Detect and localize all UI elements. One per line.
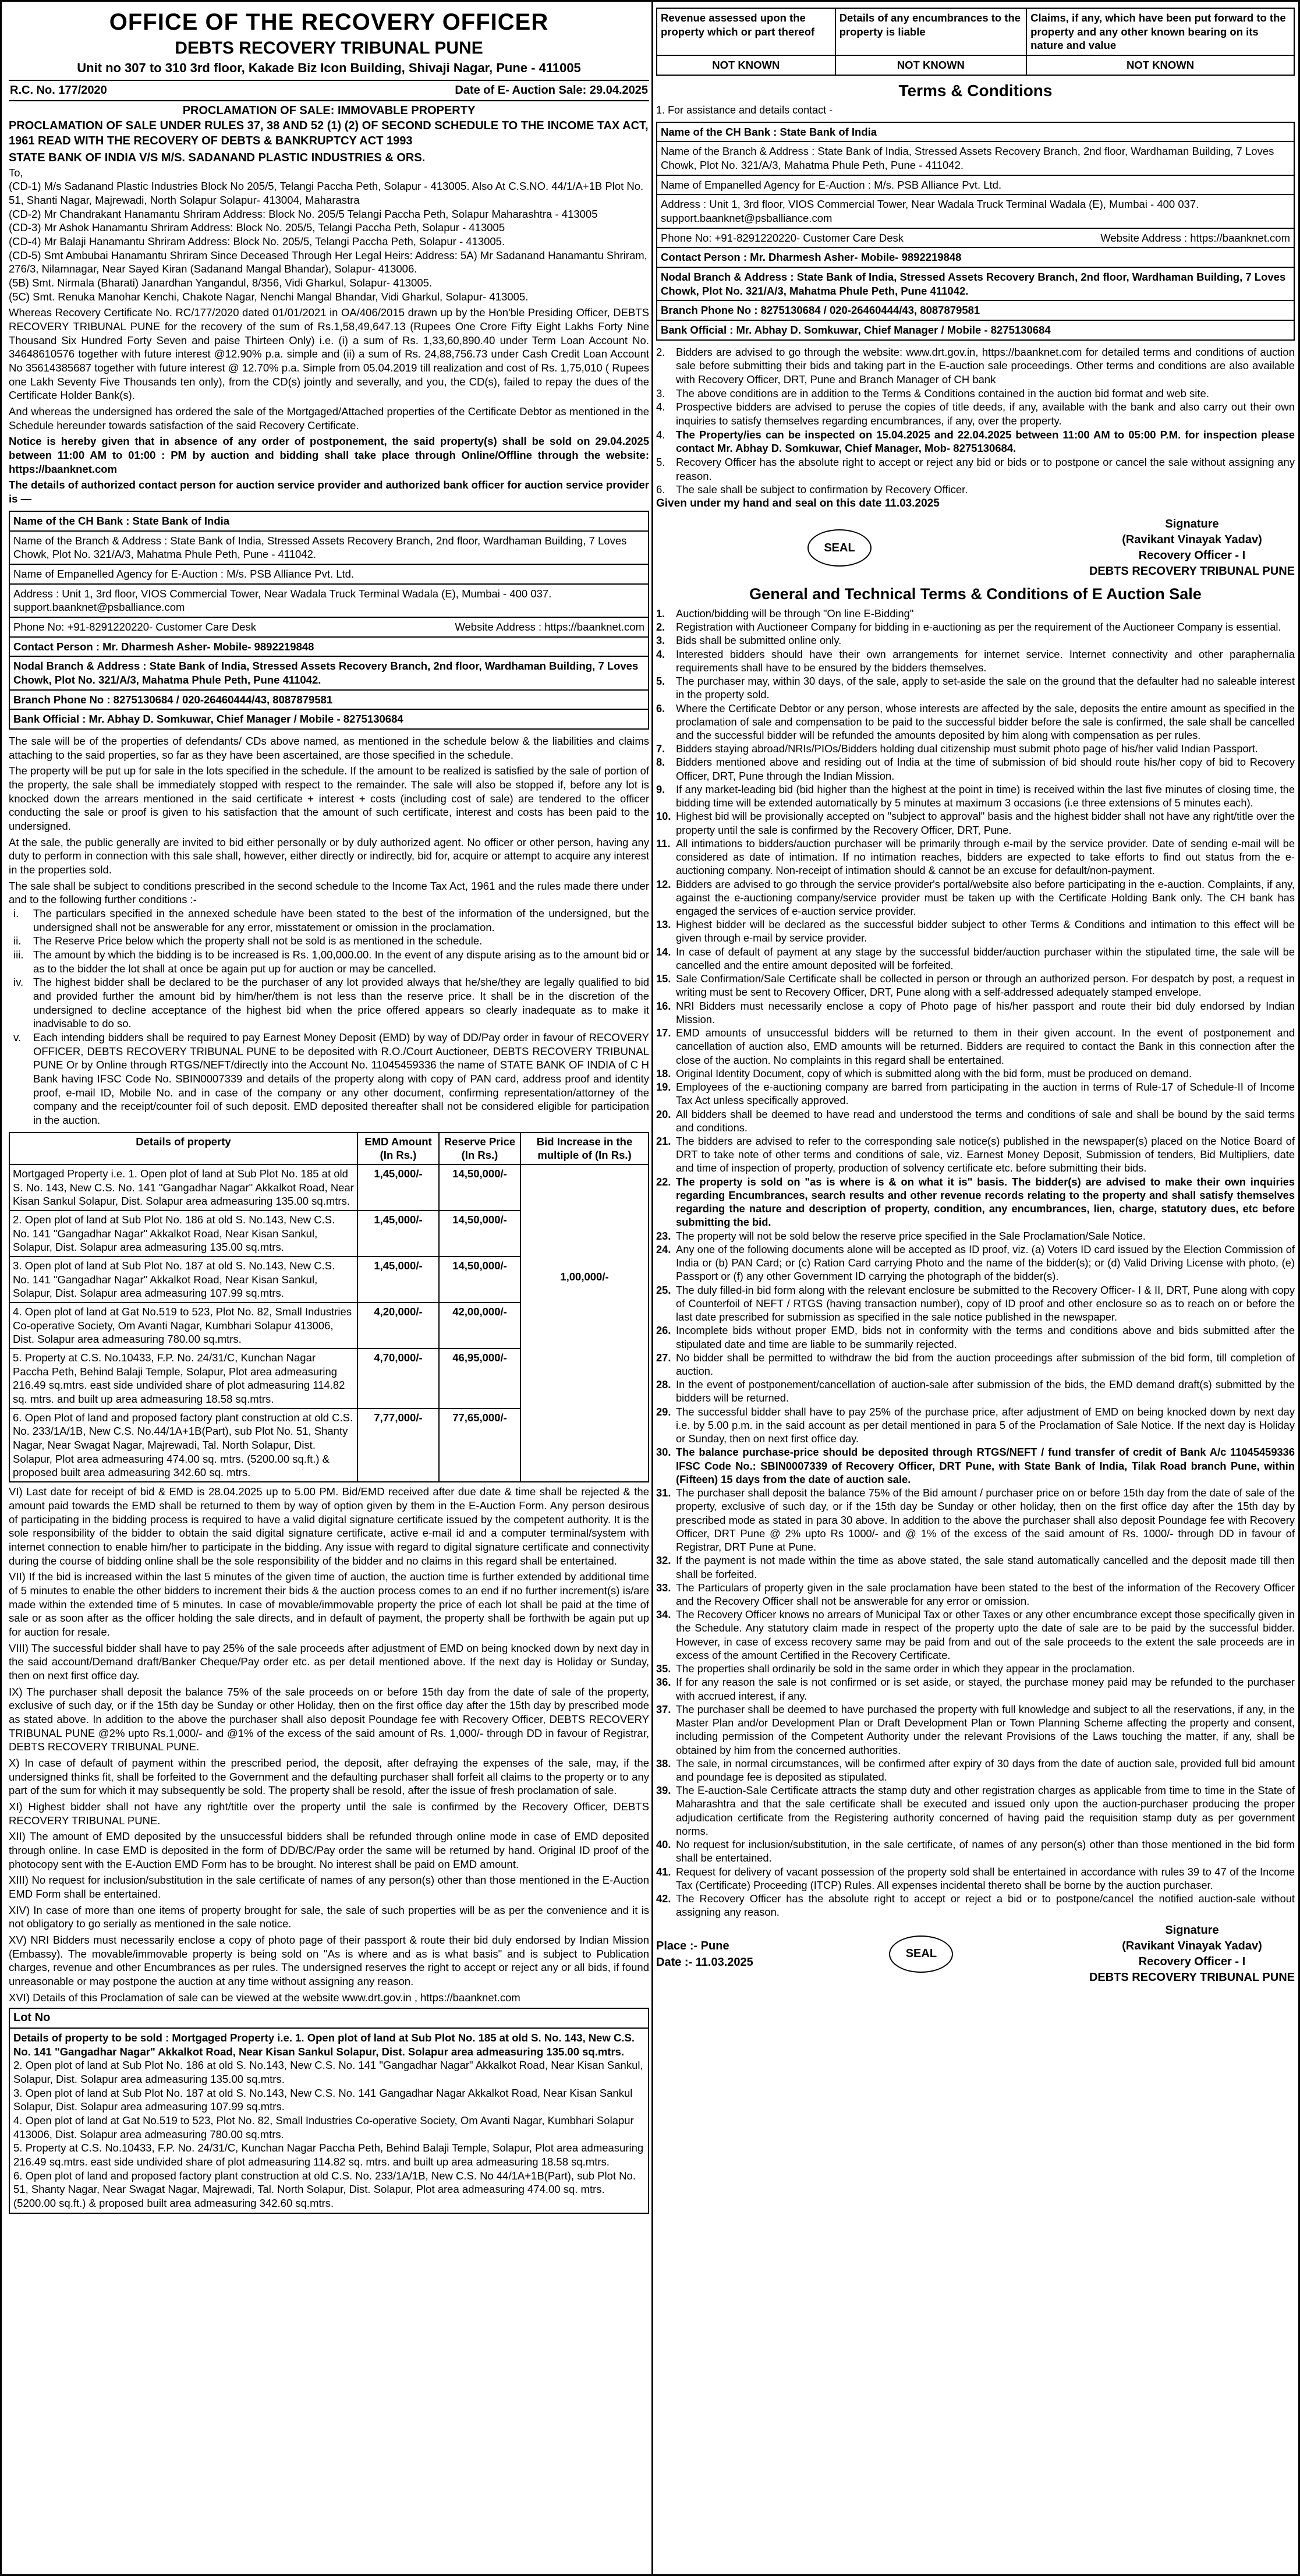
general-term-item [656,1283,1295,1324]
general-term-number: 6. [656,702,665,714]
general-term-item [656,1134,1295,1175]
contact-person: Contact Person : Mr. Dharmesh Asher- Mobile- 9892219848 [657,248,1294,268]
general-term-item [656,1324,1295,1350]
contact-nodal: Nodal Branch & Address : State Bank of India, Stressed Assets Recovery Branch, 2nd floor, Wardhaman Building, 7 Loves Chowk, Plot No. 321/A/3, Mahatma Phule Peth, Pune 411042. [10,657,648,690]
intro-paragraph: And whereas the undersigned has ordered the sale of the Mortgaged/Attached properties of the Certificate Debtor as mentioned in the Schedule hereunder towards satisfaction of the said Recovery Certificate. [9,405,649,431]
contact-bank: Name of the CH Bank : State Bank of India [657,123,1294,143]
lot-item: 5. Property at C.S. No.10433, F.P. No. 24/31/C, Kunchan Nagar Paccha Peth, Behind Balaji Temple, Solapur, Plot area admeasuring 216.49 sq.mtrs. east side undivided share of plot admeasuring 114.82 sq. mtrs. and built up area admeasuring 18.58 sq.mtrs. [13,2142,644,2168]
encumbrance-header [657,8,1294,55]
general-term-item [656,702,1295,742]
enc-col-encumbrances: Details of any encumbrances to the property is liable [835,8,1027,55]
emd-amount: 1,45,000/- [357,1165,439,1211]
debtor-item: (CD-1) M/s Sadanand Plastic Industries Block No 205/5, Telangi Paccha Peth, Solapur - 413005. Also At C.S.NO. 44/1/A+1B Plot No. 51, Shanti Nagar, Majrewadi, North Solapur Solapur- 413004, Maharastra [9,180,644,207]
general-term-item [656,1554,1295,1580]
general-term-number: 35. [656,1662,671,1675]
general-term-number: 31. [656,1487,671,1499]
parties: STATE BANK OF INDIA V/S M/S. SADANAND PLASTIC INDUSTRIES & ORS. [9,151,426,165]
contact-branch: Name of the Branch & Address : State Bank of India, Stressed Assets Recovery Branch, 2nd floor, Wardhaman Building, 7 Loves Chowk, Plot No. 321/A/3, Mahatma Phule Peth, Pune - 411042. [10,532,648,565]
general-term-number: 26. [656,1324,671,1337]
reserve-price: 46,95,000/- [439,1349,520,1409]
roman-conditions [13,907,649,1127]
contact-nodal: Nodal Branch & Address : State Bank of India, Stressed Assets Recovery Branch, 2nd floor, Wardhaman Building, 7 Loves Chowk, Plot No. 321/A/3, Mahatma Phule Peth, Pune 411042. [657,268,1294,301]
tribunal-name: DEBTS RECOVERY TRIBUNAL PUNE [175,38,483,58]
general-term-number: 25. [656,1283,671,1296]
table-row [9,1165,649,1211]
to-line: To, [9,166,23,179]
general-term-item [656,607,1295,620]
general-term-text: Where the Certificate Debtor or any person, whose interests are affected by the sale, deposits the entire amount as specified in the proclamation of sale and compensation to be paid to the successful bidder before the sale is confirmed, the sale shall be cancelled and the successful bidder will be refunded the amounts deposited by him along with compensation as per rules. [676,702,1295,741]
general-term-item [656,809,1295,836]
general-term-text: If for any reason the sale is not confirmed or is set aside, or stayed, the purchase money paid may be refunded to the purchaser with accrued interest, if any. [676,1676,1295,1702]
sale-paragraph: The sale shall be subject to conditions prescribed in the second schedule to the Income Tax Act, 1961 and the rules made there under and to the following further conditions :- [9,879,649,906]
general-term-text: Request for delivery of vacant possession of the property sold shall be entertained in accordance with rules 39 to 47 of the Income Tax (Certificate) Proceeding (ITCP) Rules. All expenses incidental thereto shall be borne by the auction purchaser. [676,1865,1295,1891]
contact-box [9,511,649,730]
general-term-text: Bids shall be submitted online only. [676,634,842,647]
general-term-item [656,1405,1295,1446]
debtor-item: (CD-5) Smt Ambubai Hanamantu Shriram Since Deceased Through Her Legal Heirs: Address: 5A) Mr Sadanand Hanamantu Shriram, 276/3, Nilamnagar, Near Sayed Kiran (Sadanand Mangal Bhandar), Solapur- 413006. [9,249,647,275]
act-title: PROCLAMATION OF SALE UNDER RULES 37, 38 AND 52 (1) (2) OF SECOND SCHEDULE TO THE INCOME TAX ACT, 1961 READ WITH THE RECOVERY OF DEBTS & BANKRUPTCY ACT 1993 [9,119,649,147]
contact-official: Bank Official : Mr. Abhay D. Somkuwar, Chief Manager / Mobile - 8275130684 [13,713,403,726]
general-term-text: The sale, in normal circumstances, will be confirmed after expiry of 30 days from the date of auction sale, provided full bid amount and poundage fee is deposited as stipulated. [676,1757,1295,1784]
terms-contact-box [656,122,1295,341]
later-condition: X) In case of default of payment within the prescribed period, the deposit, after defraying the expenses of the sale, may, if the undersigned thinks fit, shall be forfeited to the Government and the defaulting purchaser shall forfeit all claims to the property or to any part of the sum for which it may subsequently be sold. The property shall be resold, after the issue of fresh proclamation of sale. [9,1756,649,1797]
later-condition: XV) NRI Bidders must necessarily enclose a copy of photo page of their passport & route their bid duly endorsed by Indian Mission (Embassy). The movable/immovable property is being sold on "As is where and as is what basis" and is subject to Publication charges, revenue and other Encumbrances as per rules. The undersigned reserves the right to accept or reject any or all bids, if found unreasonable or may postpone the auction at any time without assigning any reason. [9,1933,649,1987]
later-condition: VIII) The successful bidder shall have to pay 25% of the sale proceeds after adjustment of EMD on being knocked down by next day in the said account/Demand draft/Banker Cheque/Pay order etc. as per detail mentioned above. If the next day is Holiday or Sunday, then on next first office day. [9,1641,649,1682]
rc-row [9,80,649,102]
general-term-item [656,1703,1295,1757]
reserve-price: 14,50,000/- [439,1165,520,1211]
contact-agency-address: Address : Unit 1, 3rd floor, VIOS Commercial Tower, Near Wadala Truck Terminal Wadala (E), Mumbai - 400 037. support.baanknet@psballiance.com [10,585,648,618]
general-term-text: Highest bid will be provisionally accepted on "subject to approval" basis and the highest bidder shall not have any right/title over the property until the sale is confirmed by the Recovery Officer, DRT, Pune. [676,810,1295,836]
contact-phone-row [657,229,1294,249]
terms-list [656,345,1295,497]
office-address: Unit no 307 to 310 3rd floor, Kakade Biz Icon Building, Shivaji Nagar, Pune - 411005 [77,60,581,75]
left-column [9,8,649,2572]
general-term-text: The Recovery Officer knows no arrears of Municipal Tax or other Taxes or any other encumbrance except those specifically given in the Schedule. Any statutory claim made in respect of the property upto the date of sale are to be paid by the successful bidder. However, in case of excess recovery same may be paid from and out of the sale proceeds to the extent the sale proceeds are in excess of the amount Certified in the Recovery Certificate. [676,1608,1295,1661]
general-term-item [656,755,1295,782]
col-bid-increase: Bid Increase in the multiple of (In Rs.) [520,1133,649,1165]
later-condition: XIV) In case of more than one items of property brought for sale, the sale of such properties will be as per the convenience and it is not obligatory to go serially as mentioned in the sale notice. [9,1903,649,1930]
general-term-number: 14. [656,945,671,958]
signature-role: Recovery Officer - I [1138,1955,1246,1968]
seal-stamp: SEAL [889,1935,953,1973]
contact-agency-address: Address : Unit 1, 3rd floor, VIOS Commercial Tower, Near Wadala Truck Terminal Wadala (E), Mumbai - 400 037. support.baanknet@psballiance.com [657,195,1294,228]
enc-claims: NOT KNOWN [1026,55,1294,75]
general-term-item [656,1243,1295,1283]
terms-item: 4. Prospective bidders are advised to peruse the copies of title deeds, if any, available with the bank and also carry out their own inquiries to satisfy themselves regarding encumbrances, if any, over the property. [656,401,1295,427]
general-term-number: 21. [656,1135,671,1147]
reserve-price: 42,00,000/- [439,1303,520,1349]
contact-agency: Name of Empanelled Agency for E-Auction : M/s. PSB Alliance Pvt. Ltd. [657,176,1294,196]
general-term-text: Sale Confirmation/Sale Certificate shall be collected in person or through an authorized person. For despatch by post, a request in writing must be sent to Recovery Officer, DRT, Pune along with a self-addressed adequately stamped envelope. [676,972,1295,999]
intro-paragraph: The details of authorized contact person for auction service provider and authorized bank officer for auction service provider is — [9,479,649,505]
terms-title: Terms & Conditions [898,81,1053,100]
general-term-text: The purchaser shall deposit the balance 75% of the Bid amount / purchaser price on or before 15th day from the date of sale of the property, exclusive of such day, or if the 15th day be Sunday or other holiday, then on the first office day after the 15th day by prescribed mode as stated in para 30 above. In addition to the above the purchaser shall also deposit Poundage fee with Recovery Officer, DRT Pune @ 2% upto Rs 1000/- and @ 1% of the excess of the said amount of Rs. 1000/- through DD in favour of Registrar, DRT Pune at Pune. [676,1487,1295,1554]
general-term-item [656,1892,1295,1919]
terms-item: 6. The sale shall be subject to confirmation by Recovery Officer. [656,483,968,496]
property-details: Mortgaged Property i.e. 1. Open plot of land at Sub Plot No. 185 at old S. No. 143, New C.S. No. 141 "Gangadhar Nagar" Akkalkot Road, Near Kisan Sankul Solapur, Dist. Solapur area admeasuring 135.00 sq.mtrs. [9,1165,357,1211]
general-term-text: The Particulars of property given in the sale proclamation have been stated to the best of the information of the Recovery Officer and the Recovery Officer shall not be answerable for any error or omission. [676,1581,1295,1607]
signature-label: Signature [1165,518,1219,531]
general-term-number: 22. [656,1175,671,1188]
auction-date: Date of E- Auction Sale: 29.04.2025 [455,83,648,97]
later-condition: VII) If the bid is increased within the last 5 minutes of the given time of auction, the auction time is further extended by additional time of 5 minutes to enable the other bidders to increment their bids & the auction process comes to an end if no further increment(s) is/are made within the extended time of 5 minutes. In case of movable/immovable property the price of each lot shall be paid at the time of sale or as soon after as the officer holding the sale directs, and in default of payment, the property shall be forthwith be again put up for auction for resale. [9,1570,649,1638]
place: Place :- Pune [656,1939,729,1952]
proclamation-title: PROCLAMATION OF SALE: IMMOVABLE PROPERTY [182,104,476,118]
footer [656,1923,1295,1986]
contact-branch: Name of the Branch & Address : State Bank of India, Stressed Assets Recovery Branch, 2nd floor, Wardhaman Building, 7 Loves Chowk, Plot No. 321/A/3, Mahatma Phule Peth, Pune - 411042. [657,142,1294,175]
general-term-item [656,1080,1295,1107]
general-term-number: 42. [656,1892,671,1905]
general-term-number: 24. [656,1243,671,1255]
header [9,8,649,76]
condition-item: iii. The amount by which the bidding is to be increased is Rs. 1,00,000.00. In the event of any dispute arising as to the amount bid or as to the bidder the lot shall at once be again put up for auction or may be cancelled. [13,948,649,975]
general-term-text: Any one of the following documents alone will be accepted as ID proof, viz. (a) Voters ID card issued by the Election Commission of India or (b) PAN Card; or (c) Ration Card carrying Photo and the name of the bidder(s); or (d) Valid Driving License with photo, (e) Passport or (f) any other Government ID carrying the photograph of the bidder(s). [676,1243,1295,1283]
general-term-item [656,945,1295,972]
signature-text [1089,1923,1295,1986]
general-term-item [656,1229,1295,1243]
general-term-number: 11. [656,837,671,850]
general-term-text: The property will not be sold below the reserve price specified in the Sale Proclamation/Sale Notice. [676,1229,1146,1242]
general-term-number: 16. [656,999,671,1012]
col-reserve: Reserve Price (In Rs.) [439,1133,520,1165]
office-title: OFFICE OF THE RECOVERY OFFICER [109,9,549,35]
general-term-number: 41. [656,1865,671,1878]
signature-name: (Ravikant Vinayak Yadav) [1122,533,1262,547]
rc-number: R.C. No. 177/2020 [10,83,107,97]
general-term-text: Incomplete bids without proper EMD, bids not in conformity with the terms and conditions above and bids submitted after the stipulated date and time are liable to be summarily rejected. [676,1324,1295,1350]
debtor-item: (CD-3) Mr Ashok Hanamantu Shriram Address: Block No. 205/5, Telangi Paccha Peth, Solapur - 413005 [9,221,505,234]
general-term-item [656,1351,1295,1378]
general-term-text: All intimations to bidders/auction purchaser will be primarily through e-mail by the service provider. Date of sending e-mail will be considered as date of intimation. If no intimation reaches, bidders are expected to take efforts to find out status from the e-auctioning company. Non-receipt of intimation should & cannot be an excuse for default/non-payment. [676,837,1295,877]
general-term-text: Auction/bidding will be through "On line E-Bidding" [676,607,914,620]
lot-item: 3. Open plot of land at Sub Plot No. 187 at old S. No.143, New C.S. No. 141 Gangadhar Nagar Akkalkot Road, Near Kisan Sankul Solapur, Dist. Solapur area admeasuring 107.99 sq.mtrs. [13,2086,633,2113]
property-details: 3. Open plot of land at Sub Plot No. 187 at old S. No.143, New C.S. No. 141 "Gangadhar Nagar" Akkalkot Road, Near Kisan Sankul, Solapur, Dist. Solapur area admeasuring 107.99 sq.mtrs. [9,1257,357,1303]
general-term-text: The duly filled-in bid form along with the relevant enclosure be submitted to the Recovery Officer- I & II, DRT, Pune along with copy of Counterfoil of NEFT / RTGS (having transaction number), copy of ID proof and other enclosure so as to reach on or before the last date prescribed for submission as specified in the sale notice published in the newspaper. [676,1283,1295,1324]
general-term-item [656,1445,1295,1486]
general-term-item [656,742,1295,755]
encumbrance-row [657,55,1294,75]
general-term-text: Bidders staying abroad/NRIs/PIOs/Bidders holding dual citizenship must submit photo page of his/her valid Indian Passport. [676,742,1258,755]
right-column [656,8,1295,2572]
general-title: General and Technical Terms & Conditions of E Auction Sale [749,585,1202,603]
encumbrance-table [656,8,1295,76]
signature-text [1089,516,1295,579]
general-term-item [656,837,1295,877]
reserve-price: 14,50,000/- [439,1211,520,1257]
general-term-number: 40. [656,1838,671,1851]
general-terms-list [656,607,1295,1919]
general-term-number: 4. [656,647,665,660]
lot-details: Details of property to be sold : Mortgaged Property i.e. 1. Open plot of land at Sub Plot No. 185 at old S. No. 143, New C.S. No. 141 "Gangadhar Nagar" Akkalkot Road, Near Kisan Sankul Solapur, Dist. Solapur area admeasuring 135.00 sq.mtrs. [13,2031,635,2058]
general-term-text: The E-auction-Sale Certificate attracts the stamp duty and other registration charges as applicable from time to time in the State of Maharashtra and that the sale certificate shall be executed and issued only upon the auction-purchaser producing the proper adjudication certificate from the Registering authority concerned of having paid the requisition stamp duty as per government norms. [676,1784,1295,1837]
general-term-text: Registration with Auctioneer Company for bidding in e-auctioning as per the requirement of the Auctioneer Company is essential. [676,621,1281,634]
general-term-text: The Recovery Officer has the absolute right to accept or reject a bid or to postpone/cancel the notified auction-sale without assigning any reason. [676,1892,1295,1919]
general-term-number: 29. [656,1405,671,1418]
general-term-item [656,1675,1295,1702]
lot-box [9,2008,649,2213]
emd-amount: 4,20,000/- [357,1303,439,1349]
contact-agency: Name of Empanelled Agency for E-Auction : M/s. PSB Alliance Pvt. Ltd. [10,565,648,585]
terms-item: 3. The above conditions are in addition to the Terms & Conditions contained in the auction bid format and web site. [656,387,1209,399]
general-term-item [656,918,1295,944]
given-line: Given under my hand and seal on this date 11.03.2025 [656,497,940,509]
contact-phone: Phone No: +91-8291220220- Customer Care Desk [661,231,904,244]
later-condition: XI) Highest bidder shall not have any right/title over the property until the sale is confirmed by the Recovery Officer, DEBTS RECOVERY TRIBUNAL PUNE. [9,1800,649,1827]
later-conditions [9,1485,649,2004]
general-term-item [656,1026,1295,1067]
general-term-text: The property is sold on "as is where is & on what it is" basis. The bidder(s) are advised to make their own inquiries regarding Encumbrances, search results and other revenue records relating to the property and shall satisfy themselves regarding the nature and description of property, condition, any encumbrances, lien, charge, statutory dues, etc before submitting the bid. [676,1175,1295,1229]
property-details: 5. Property at C.S. No.10433, F.P. No. 24/31/C, Kunchan Nagar Paccha Peth, Behind Balaji Temple, Solapur, Plot area admeasuring 216.49 sq.mtrs. east side undivided share of plot admeasuring 114.82 sq. mtrs. and built up area admeasuring 18.58 sq.mtrs. [9,1349,357,1409]
general-term-item [656,972,1295,999]
general-term-text: Employees of the e-auctioning company are barred from participating in the auction in terms of Rule-17 of Schedule-II of Income Tax Act unless specifically approved. [676,1081,1295,1107]
signature-label: Signature [1165,1923,1219,1937]
emd-amount: 7,77,000/- [357,1409,439,1482]
general-term-text: Highest bidder will be declared as the successful bidder subject to other Terms & Conditions and intimation to this effect will be given through e-mail by service provider. [676,918,1295,944]
general-term-text: The balance purchase-price should be deposited through RTGS/NEFT / fund transfer of credit of Bank A/c 11045459336 IFSC Code No.: SBIN0007339 of Recovery Officer, DRT Pune, with State Bank of India, Tilak Road branch Pune, within (Fifteen) 15 days from the date of auction sale. [676,1446,1295,1485]
terms-item: 4. The Property/ies can be inspected on 15.04.2025 and 22.04.2025 between 11:00 AM to 05:00 P.M. for inspection please contact Mr. Abhay D. Somkuwar, Chief Manager, Mob- 8275130684. [656,428,1295,455]
general-term-text: The bidders are advised to refer to the corresponding sale notice(s) published in the newspaper(s) placed on the Notice Board of DRT to take note of other terms and conditions of sale, viz. Earnest Money Deposit, Submission of tenders, Bid Multipliers, date and time of inspection of property, production of solvency certificate etc. before submitting their bids. [676,1135,1295,1174]
contact-website: Website Address : https://baanknet.com [455,620,644,633]
general-term-number: 27. [656,1351,671,1364]
general-term-number: 7. [656,742,665,755]
debtor-item: (CD-2) Mr Chandrakant Hanamantu Shriram Address: Block No. 205/5 Telangi Paccha Peth, Solapur Maharashtra - 413005 [9,207,598,220]
general-term-item [656,634,1295,647]
later-condition: XIII) No request for inclusion/substitution in the sale certificate of names of any person(s) other than those mentioned in the E-Auction EMD Form shall be entertained. [9,1874,649,1900]
property-table [9,1132,649,1482]
general-term-text: EMD amounts of unsuccessful bidders will be returned to them in their given account. In the event of postponement and cancellation of auction also, EMD amounts will be returned. Bidders are required to contact the Bank in this connection after the close of the auction. No complaints in this regard shall be entertained. [676,1027,1295,1066]
general-term-number: 39. [656,1784,671,1797]
general-term-number: 12. [656,877,671,890]
general-term-number: 30. [656,1446,671,1459]
condition-item: v. Each intending bidders shall be required to pay Earnest Money Deposit (EMD) by way of DD/Pay order in favour of RECOVERY OFFICER, DEBTS RECOVERY TRIBUNAL PUNE to be deposited with R.O./Court Auctioneer, DEBTS RECOVERY TRIBUNAL PUNE Or by Online through RTGS/NEFT/directly into the Account No. 11045459336 the name of STATE BANK OF INDIA of C H Bank having IFSC Code No. SBIN0007339 and details of the property along with copy of PAN card, address proof and identity proof, e-mail ID, Mobile No. and in case of the company or any other document, confirming representation/attorney of the company and the receipt/counter foil of such deposit. EMD deposited thereafter shall not be considered eligible for participation in the auction. [13,1031,649,1127]
general-term-text: Bidders are advised to go through the service provider's portal/website also before participating in the e-auction. Complaints, if any, against the e-auctioning company/service provider must be taken up with the Certificate Holding Bank only. The CH bank has engaged the services of e-auction service provider. [676,877,1295,918]
general-term-item [656,1662,1295,1675]
intro-paragraph: Whereas Recovery Certificate No. RC/177/2020 dated 01/01/2021 in OA/406/2015 drawn up by the Hon'ble Presiding Officer, DEBTS RECOVERY TRIBUNAL PUNE for the recovery of the sum of Rs.1,58,49,647.13 (Rupees One Crore Fifty Eight Lakhs Forty Nine Thousand Six Hundred Forty Seven and paise Thirteen Only) i.e. (i) a sum of Rs. 1,33,60,890.40 under Term Loan Account No. 34648610576 together with future interest @12.90% p.a. simple and (ii) a sum of Rs. 24,88,756.73 under Cash Credit Loan Account No 35614385687 together with future interest @ 12.70% p.a. Simple from 05.04.2019 till realization and cost of Rs. 1,75,010 ( Rupees one Lakh Seventy Five Thousands ten only), from the CD(s) jointly and severally, and you, the CD(s), failed to repay the dues of the Certificate Holder Bank(s). [9,306,649,402]
general-term-item [656,783,1295,809]
bid-increase [520,1165,649,1482]
property-details: 4. Open plot of land at Gat No.519 to 523, Plot No. 82, Small Industries Co-operative Society, Om Avanti Nagar, Kumbhari Solapur 413006, Dist. Solapur area admeasuring 780.00 sq.mtrs. [9,1303,357,1349]
later-condition: VI) Last date for receipt of bid & EMD is 28.04.2025 up to 5.00 PM. Bid/EMD received after due date & time shall be rejected & the amount paid towards the EMD shall be returned to them by way of option given by them in the E-Auction Form. Any person desirous of participating in the bidding process is required to have a valid digital signature certificate issued by the competent authority. It is the sole responsibility of the bidder to obtain the said digital signature certificate, active e-mail id and a computer terminal/system with internet connection to enable him/her to participate in the bidding. Any issue with regard to digital signature certificate and connectivity during the course of bidding online shall be the sole responsibility of the bidder and no claims in this regard shall be entertained. [9,1485,649,1567]
seal-stamp: SEAL [807,529,872,567]
col-emd: EMD Amount (In Rs.) [357,1133,439,1165]
debtor-item: (5B) Smt. Nirmala (Bharati) Janardhan Yangandul, 8/356, Vidi Gharkul, Solapur- 413005. [9,277,433,289]
date: Date :- 11.03.2025 [656,1955,753,1969]
general-term-text: Original Identity Document, copy of which is submitted along with the bid form, must be produced on demand. [676,1067,1192,1080]
general-term-number: 32. [656,1554,671,1567]
contact-branch-phone: Branch Phone No : 8275130684 / 020-26460444/43, 8087879581 [10,691,648,710]
general-term-item [656,1838,1295,1864]
reserve-price: 77,65,000/- [439,1409,520,1482]
general-term-text: The purchaser shall be deemed to have purchased the property with full knowledge and subject to all the reservations, if any, in the Master Plan and/or Development Plan or Draft Development Plan or Town Planning Scheme affecting the property and consent, including permission of the Competent Authority under the relevant Provisions of the Laws touching the matter, if any, shall be obtained by him from the concerned authorities. [676,1703,1295,1756]
general-term-number: 19. [656,1081,671,1094]
contact-phone: Phone No: +91-8291220220- Customer Care Desk [13,620,257,633]
signature-block [656,516,1295,579]
general-term-item [656,647,1295,674]
general-term-item [656,877,1295,918]
general-term-item [656,1865,1295,1892]
general-term-number: 13. [656,918,671,931]
general-term-item [656,1608,1295,1662]
place-date [656,1938,753,1970]
general-term-number: 37. [656,1703,671,1715]
signature-office: DEBTS RECOVERY TRIBUNAL PUNE [1089,565,1295,578]
later-condition: XII) The amount of EMD deposited by the unsuccessful bidders shall be refunded through online mode in case of EMD deposited through online. In case EMD is deposited in the form of DD/BC/Pay order the same will be returned by hand. Original ID proof of the photocopy sent with the E-Auction EMD Form has to be brought. No interest shall be paid on EMD amount. [9,1830,649,1870]
general-term-item [656,1067,1295,1080]
general-term-text: No bidder shall be permitted to withdraw the bid from the auction proceedings after submission of the bid form, till completion of auction. [676,1351,1295,1377]
column-divider [651,2,653,2576]
general-term-text: The successful bidder shall have to pay 25% of the purchase price, after adjustment of EMD on being knocked down by next day i.e. by 5.00 p.m. in the said account as per detail mentioned in para 5 of the Proclamation of Sale Notice. If the next day is Holiday or Sunday, then on next first office day. [676,1405,1295,1445]
signature-role: Recovery Officer - I [1138,549,1246,562]
contact-branch-phone: Branch Phone No : 8275130684 / 020-26460444/43, 8087879581 [657,301,1294,321]
lot-header: Lot No [10,2009,648,2029]
general-term-item [656,1784,1295,1838]
emd-amount: 1,45,000/- [357,1257,439,1303]
property-details: 6. Open Plot of land and proposed factory plant construction at old C.S. No. 233/1A/1B, New C.S. No.44/1A+1B(Part), sub Plot No. 51, Shanty Nagar, Near Swagat Nagar, Majrewadi, Tal. North Solapur, Dist. Solapur, Plot area admeasuring 474.00 sq. mtrs. (5200.00 sq.ft.) & proposed built area admeasuring 342.60 sq. mtrs. [9,1409,357,1482]
contact-website: Website Address : https://baanknet.com [1100,231,1290,244]
general-term-number: 17. [656,1027,671,1039]
sale-paragraph: The sale will be of the properties of defendants/ CDs above named, as mentioned in the schedule below & the liabilities and claims attaching to the said properties, so far as they have been ascertained, are those specified in the schedule. [9,734,649,761]
condition-item: i. The particulars specified in the annexed schedule have been stated to the best of the information of the undersigned, but the undersigned shall not be answerable for any error, misstatement or omission in the proclamation. [13,907,649,933]
general-term-number: 3. [656,634,665,647]
debtor-item: (CD-4) Mr Balaji Hanamantu Shriram Address: Block No. 205/5, Telangi Paccha Peth, Solapur - 413005. [9,235,505,248]
general-term-number: 2. [656,621,665,634]
reserve-price: 14,50,000/- [439,1257,520,1303]
general-term-item [656,999,1295,1026]
general-term-text: NRI Bidders must necessarily enclose a copy of Photo page of his/her passport and route their bid duly endorsed by Indian Mission. [676,999,1295,1025]
terms-item: 2. Bidders are advised to go through the website: www.drt.gov.in, https://baanknet.com for detailed terms and conditions of auction sale before submitting their bids and taking part in the E-auction sale proceedings. Other terms and conditions are also available with Recovery Officer, DRT, Pune and Branch Manager of CH bank [656,345,1295,385]
general-term-number: 36. [656,1676,671,1689]
lot-item: 6. Open plot of land and proposed factory plant construction at old C.S. No. 233/1A/1B, New C.S. No 44/1A+1B(Part), sub Plot No. 51, Shanty Nagar, Near Swagat Nagar, Majrewadi, Tal. North Solapur, Dist. Solapur, Plot area admeasuring 474.00 sq. mtrs. (5200.00 sq.ft.) & proposed built area admeasuring 342.60 sq.mtrs. [13,2169,636,2209]
general-term-number: 28. [656,1378,671,1391]
general-term-text: Interested bidders should have their own arrangements for internet service. Internet connectivity and other paraphernalia requirements shall have to be ensured by the bidders themselves. [676,647,1295,674]
general-term-item [656,620,1295,634]
general-term-item [656,1107,1295,1134]
general-term-text: If the payment is not made within the time as above stated, the sale stand automatically cancelled and the deposit made till then shall be forfeited. [676,1554,1295,1580]
general-term-number: 5. [656,675,665,688]
enc-col-revenue: Revenue assessed upon the property which or part thereof [657,8,835,55]
general-term-number: 1. [656,607,665,620]
terms-item: 5. Recovery Officer has the absolute right to accept or reject any bid or bids or to postpone or cancel the sale without assigning any reason. [656,455,1295,482]
general-term-item [656,1757,1295,1784]
lot-item: 2. Open plot of land at Sub Plot No. 186 at old S. No.143, New C.S. No. 141 "Gangadhar Nagar" Akkalkot Road, Near Kisan Sankul, Solapur, Dist. Solapur area admeasuring 135.00 sq.mtrs. [13,2059,643,2085]
enc-revenue: NOT KNOWN [657,55,835,75]
sale-paragraph: At the sale, the public generally are invited to bid either personally or by duly authorized agent. No officer or other person, having any duty to perform in connection with this sale shall, however, either directly or indirectly, bid for, acquire or attempt to acquire any interest in the properties sold. [9,836,649,876]
general-term-number: 23. [656,1229,671,1242]
general-term-text: In the event of postponement/cancellation of auction-sale after submission of the bids, the EMD demand draft(s) submitted by the bidders will be returned. [676,1378,1295,1404]
property-table-header [9,1133,649,1165]
terms-intro: 1. For assistance and details contact - [656,104,833,116]
general-term-number: 33. [656,1581,671,1594]
general-term-text: If any market-leading bid (bid higher than the highest at the point in time) is received within the last five minutes of closing time, the bidding time will be extended automatically by 5 minutes at maximum 3 occasions (i.e three extensions of 5 minutes each). [676,783,1295,809]
general-term-number: 8. [656,756,665,769]
debtor-item: (5C) Smt. Renuka Manohar Kenchi, Chakote Nagar, Nenchi Mangal Bhandar, Vidi Gharkul, Solapur- 413005. [9,290,529,303]
bid-increase-value: 1,00,000/- [560,1271,609,1283]
general-term-item [656,1486,1295,1554]
signature-office: DEBTS RECOVERY TRIBUNAL PUNE [1089,1970,1295,1984]
sale-paragraph: The property will be put up for sale in the lots specified in the schedule. If the amount to be realized is satisfied by the sale of portion of the property, the sale shall be immediately stopped with respect to the remainder. The sale will also be stopped if, before any lot is knocked down the arrears mentioned in the said certificate + interest + costs (including cost of sale) are tendered to the officer conducting the sale or proof is given to his satisfaction that the amount of such certificate, interest and costs has been paid to the undersigned. [9,765,649,832]
general-term-text: The properties shall ordinarily be sold in the same order in which they appear in the proclamation. [676,1662,1135,1675]
contact-person: Contact Person : Mr. Dharmesh Asher- Mobile- 9892219848 [10,638,648,657]
enc-col-claims: Claims, if any, which have been put forward to the property and any other known bearing on its nature and value [1026,8,1294,55]
lot-item: 4. Open plot of land at Gat No.519 to 523, Plot No. 82, Small Industries Co-operative Society, Om Avanti Nagar, Kumbhari Solapur 413006, Dist. Solapur area admeasuring 780.00 sq.mtrs. [13,2114,634,2140]
general-term-text: Bidders mentioned above and residing out of India at the time of submission of bid should route his/her copy of bid to Recovery Officer, DRT, Pune through the Indian Mission. [676,756,1295,782]
general-term-item [656,1378,1295,1404]
general-term-number: 20. [656,1107,671,1120]
general-term-number: 18. [656,1067,671,1080]
contact-phone-row [10,618,648,638]
general-term-number: 34. [656,1608,671,1621]
general-term-text: All bidders shall be deemed to have read and understood the terms and conditions of sale and shall be bound by the said terms and conditions. [676,1107,1295,1134]
general-term-item [656,1175,1295,1229]
general-term-item [656,674,1295,701]
general-term-number: 10. [656,810,671,823]
intro-paragraph: Notice is hereby given that in absence of any order of postponement, the said property(s) shall be sold on 29.04.2025 between 11:00 AM to 01:00 : PM by auction and bidding shall take place through Online/Offline through the website: https://baanknet.com [9,435,649,475]
contact-official: Bank Official : Mr. Abhay D. Somkuwar, Chief Manager / Mobile - 8275130684 [661,323,1051,336]
condition-item: iv. The highest bidder shall be declared to be the purchaser of any lot provided always that he/she/they are legally qualified to bid and provided further the amount bid by him/her/them is not less than the reserve price. It shall be in the discretion of the undersigned to decline acceptance of the highest bid when the price offered appears so clearly inadequate as to make it inadvisable to do so. [13,976,649,1030]
enc-encumbrances: NOT KNOWN [835,55,1027,75]
contact-bank: Name of the CH Bank : State Bank of India [10,512,648,532]
emd-amount: 1,45,000/- [357,1211,439,1257]
lot-body [10,2029,648,2213]
general-term-number: 9. [656,783,665,795]
debtor-list [9,179,649,303]
general-term-text: The purchaser may, within 30 days, of the sale, apply to set-aside the sale on the ground that the defaulter had no saleable interest in the property sold. [676,675,1295,701]
condition-item: ii. The Reserve Price below which the property shall not be sold is as mentioned in the schedule. [13,935,483,947]
signature-name: (Ravikant Vinayak Yadav) [1122,1939,1262,1952]
general-term-number: 38. [656,1757,671,1770]
emd-amount: 4,70,000/- [357,1349,439,1409]
later-condition: XVI) Details of this Proclamation of sale can be viewed at the website www.drt.gov.in , https://baanknet.com [9,1991,520,2004]
general-term-text: No request for inclusion/substitution, in the sale certificate, of names of any person(s) other than those mentioned in the bid form shall be entertained. [676,1838,1295,1864]
col-details: Details of property [9,1133,357,1165]
property-details: 2. Open plot of land at Sub Plot No. 186 at old S. No.143, New C.S. No. 141 "Gangadhar Nagar" Akkalkot Road, Near Kisan Sankul, Solapur, Dist. Solapur area admeasuring 135.00 sq.mtrs. [9,1211,357,1257]
later-condition: IX) The purchaser shall deposit the balance 75% of the sale proceeds on or before 15th day from the date of sale of the property, exclusive of such day, or if the 15th day be Sunday or other Holiday, then on the first office day after the 15th day by prescribed mode as stated above. In addition to the above the purchaser shall also deposit Poundage fee with Recovery Officer, DEBTS RECOVERY TRIBUNAL PUNE @2% upto Rs.1,000/- and @1% of the excess of the said amount of Rs. 1,000/- through DD in favour of Registrar, DEBTS RECOVERY TRIBUNAL PUNE. [9,1685,649,1753]
general-term-item [656,1581,1295,1608]
general-term-number: 15. [656,972,671,985]
general-term-text: In case of default of payment at any stage by the successful bidder/auction purchaser within the stipulated time, the sale will be cancelled and the entire amount deposited will be forfeited. [676,945,1295,971]
